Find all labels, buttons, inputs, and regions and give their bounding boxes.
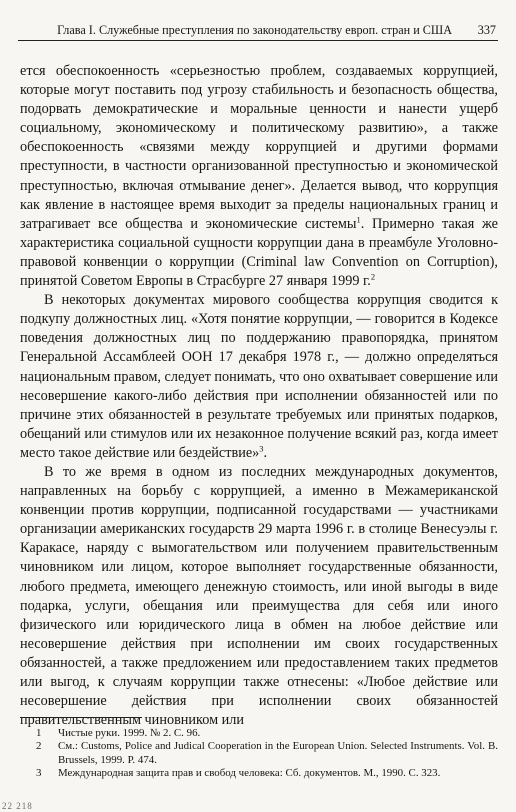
page-number: 337	[477, 23, 496, 37]
paragraph-2: В некоторых документах мирового сообщества коррупция сводится к подкупу должностных лиц. «Хотя понятие коррупции, — говорится в Кодексе поведения должностных лиц по поддержанию правопорядка, принятом Генеральной Ассамблеей ООН 17 декабря 1978 г., — должно определяться национальным правом, следует понимать, что оно охватывает совершение или несовершение какого-либо действия при исполнении обязанностей или по причине этих обязанностей в результате требуемых или принятых подарков, обещаний или стимулов или их незаконное получение всякий раз, когда имеет место такое действие или бездействие»$^3$.	[20, 292, 498, 461]
footnote-1: 1 Чистые руки. 1999. № 2. С. 96.	[36, 727, 201, 739]
footnote-divider	[20, 717, 142, 718]
running-header	[18, 20, 498, 41]
signature-mark: 22 218	[2, 801, 33, 811]
footnote-2: 2 См.: Customs, Police and Judical Cooperation in the European Union. Selected Instruments. Vol. B. Brussels, 1999. P. 474.	[36, 740, 498, 766]
footnote-ref-1[interactable]: 1	[356, 214, 361, 224]
footnote-ref-3[interactable]: 3	[259, 443, 264, 454]
running-title: Глава I. Служебные преступления по законодательству европ. стран и США	[57, 23, 452, 37]
footnote-ref-2[interactable]: 2	[370, 271, 376, 282]
paragraph-3: В то же время в одном из последних международных документов, направленных на борьбу с коррупцией, а именно в Межамериканской конвенции против коррупции, подписанной государствами — участниками организации американских государств 29 марта 1996 г. в столице Венесуэлы г. Каракасе, наряду с вымогательством или получением правительственным чиновником или лицом, которое выполняет государственные обязанности, любого предмета, имеющего денежную стоимость, или иной выгоды в виде подарка, услуги, обещания или преимущества для себя или иного физического или юридического лица в обмен на любое действие или несовершение действия при исполнении им своих государственных обязанностей, а также предложением или предоставлением таких предметов или выгод, к случаям коррупции также отнесены: «Любое действие или несовершение действия при исполнении своих обязанностей правительственным чиновником или	[20, 463, 498, 729]
footnotes	[20, 727, 498, 781]
footnote-3: 3 Международная защита прав и свобод человека: Сб. документов. М., 1990. С. 323.	[36, 767, 441, 780]
paragraph-1: ется обеспокоенность «серьезностью проблем, создаваемых коррупцией, которые могут поставить под угрозу стабильность и безопасность общества, подорвать демократические и моральные ценности и нанести ущерб социальному, экономическому и политическому развитию», а также обеспокоенность «связями между коррупцией и другими формами преступности, в частности организованной преступностью и экономической преступностью, включая отмывание денег». Делается вывод, что коррупция как явление в настоящее время выходит за пределы национальных границ и затрагивает все общества и экономические системы$^1$. Примерно такая же характеристика социальной сущности коррупции дана в преамбуле Уголовно-правовой конвенции о коррупции (Criminal law Convention on Corruption), принятой Советом Европы в Страсбурге 27 января 1999 г.$^2$	[20, 63, 498, 290]
main-text	[20, 62, 498, 730]
